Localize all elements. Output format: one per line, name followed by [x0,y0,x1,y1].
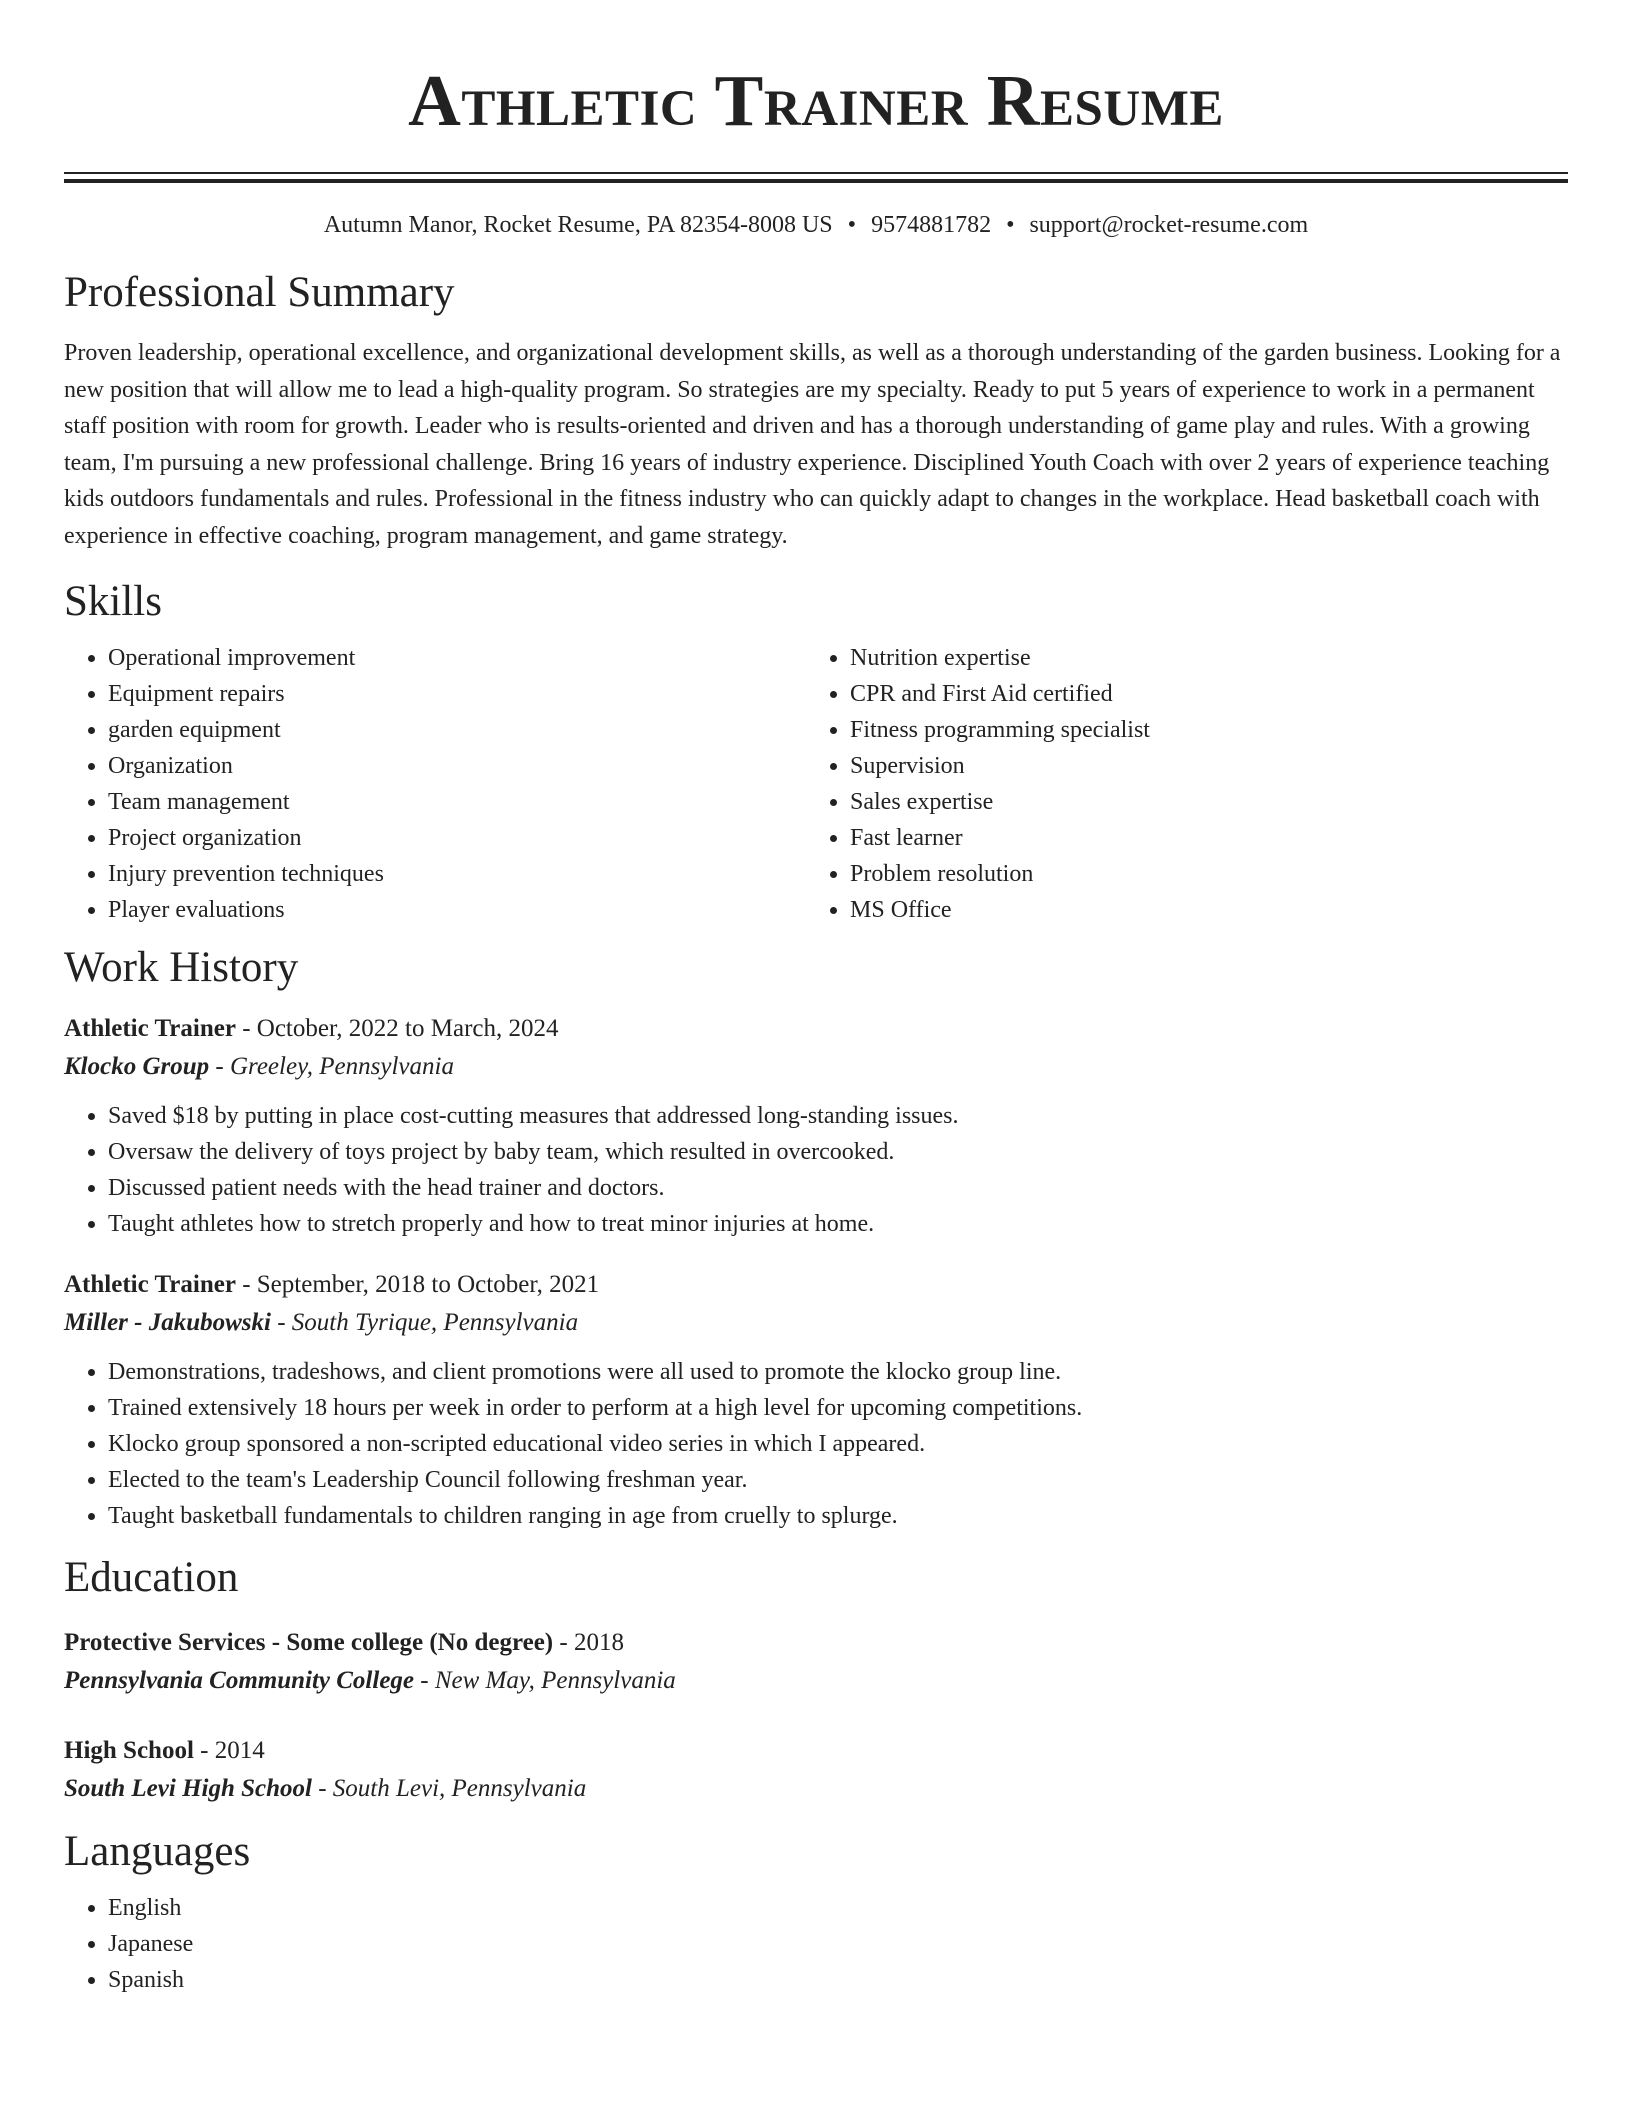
title-divider [64,172,1568,183]
skills-column-left [64,640,806,928]
language-item: • Japanese [108,1926,1568,1962]
job-bullet: • Saved $18 by putting in place cost-cutting measures that addressed long-standing issues. [108,1098,1568,1134]
skill-item: • Operational improvement [108,640,806,676]
job-bullet: • Demonstrations, tradeshows, and client promotions were all used to promote the klocko group line. [108,1354,1568,1390]
skill-item: • CPR and First Aid certified [850,676,1548,712]
education-entry [64,1732,1568,1808]
job-bullets [64,1098,1568,1242]
skills-column-right [806,640,1548,928]
skills-section [64,576,1568,928]
skill-item: • Organization [108,748,806,784]
job-bullet: • Trained extensively 18 hours per week in order to perform at a high level for upcoming competitions. [108,1390,1568,1426]
job-dates: - October, 2022 to March, 2024 [235,1015,559,1042]
contact-separator: • [847,212,857,238]
skill-item: • garden equipment [108,712,806,748]
languages-list [64,1890,1568,1998]
contact-line [64,209,1568,241]
job-bullets [64,1354,1568,1534]
job-location: - Greeley, Pennsylvania [209,1053,454,1080]
education-location: - New May, Pennsylvania [414,1667,676,1694]
job-bullet: • Discussed patient needs with the head trainer and doctors. [108,1170,1568,1206]
skill-item: • Equipment repairs [108,676,806,712]
skill-item: • Project organization [108,820,806,856]
job-company-line [64,1048,1568,1086]
summary-text: Proven leadership, operational excellence, and organizational development skills, as well as a thorough understanding of the garden business. Looking for a new position that will allow me to lead a high-quality program. So strategies are my specialty. Ready to put 5 years of experience to work in a permanent staff position with room for growth. Leader who is results-oriented and driven and has a thorough understanding of game play and rules. With a growing team, I'm pursuing a new professional challenge. Bring 16 years of industry experience. Disciplined Youth Coach with over 2 years of experience teaching kids outdoors fundamentals and rules. Professional in the fitness industry who can quickly adapt to changes in the workplace. Head basketball coach with experience in effective coaching, program management, and game strategy. [64,340,1561,549]
summary-heading: Professional Summary [64,269,455,316]
work-history-heading: Work History [64,944,299,991]
skill-item: • Sales expertise [850,784,1548,820]
skill-item: • Fitness programming specialist [850,712,1548,748]
languages-heading: Languages [64,1828,251,1875]
skills-list-right [806,640,1548,928]
contact-email: support@rocket-resume.com [1029,212,1309,238]
education-degree: High School [64,1737,194,1764]
skill-item: • Team management [108,784,806,820]
education-degree-line [64,1624,1568,1662]
education-school-line [64,1770,1568,1808]
resume-title: Athletic Trainer Resume [408,60,1224,141]
education-location: - South Levi, Pennsylvania [311,1775,587,1802]
education-school-line [64,1662,1568,1700]
education-year: - 2018 [553,1629,624,1656]
job-title: Athletic Trainer [64,1271,236,1298]
job-bullet: • Oversaw the delivery of toys project by baby team, which resulted in overcooked. [108,1134,1568,1170]
skill-item: • Nutrition expertise [850,640,1548,676]
language-item: • Spanish [108,1962,1568,1998]
education-heading: Education [64,1554,239,1601]
education-section [64,1552,1568,1808]
contact-address: Autumn Manor, Rocket Resume, PA 82354-8008 US [323,212,833,238]
skill-item: • Supervision [850,748,1548,784]
languages-section [64,1826,1568,1998]
job-location: - South Tyrique, Pennsylvania [270,1309,579,1336]
job-company: Klocko Group [64,1053,210,1080]
skills-heading: Skills [64,578,162,625]
job-bullet: • Taught basketball fundamentals to children ranging in age from cruelly to splurge. [108,1498,1568,1534]
skill-item: • MS Office [850,892,1548,928]
language-item: • English [108,1890,1568,1926]
summary-section [64,267,1568,554]
education-degree-line [64,1732,1568,1770]
education-entry [64,1624,1568,1700]
job-entry [64,1010,1568,1242]
education-school: South Levi High School [64,1775,312,1802]
contact-phone: 9574881782 [871,212,992,238]
skills-columns [64,640,1568,928]
work-history-section [64,942,1568,1534]
skills-list-left [64,640,806,928]
contact-separator: • [1006,212,1015,238]
job-title-line [64,1266,1568,1304]
skill-item: • Player evaluations [108,892,806,928]
job-bullet: • Klocko group sponsored a non-scripted educational video series in which I appeared. [108,1426,1568,1462]
education-degree: Protective Services - Some college (No degree) [64,1629,554,1656]
job-title: Athletic Trainer [64,1015,236,1042]
job-dates: - September, 2018 to October, 2021 [235,1271,600,1298]
skill-item: • Fast learner [850,820,1548,856]
job-company: Miller - Jakubowski [64,1309,271,1336]
skill-item: • Problem resolution [850,856,1548,892]
job-entry [64,1266,1568,1534]
education-year: - 2014 [193,1737,265,1764]
skill-item: • Injury prevention techniques [108,856,806,892]
job-bullet: • Elected to the team's Leadership Council following freshman year. [108,1462,1568,1498]
job-title-line [64,1010,1568,1048]
job-company-line [64,1304,1568,1342]
education-school: Pennsylvania Community College [64,1667,415,1694]
job-bullet: • Taught athletes how to stretch properly and how to treat minor injuries at home. [108,1206,1568,1242]
